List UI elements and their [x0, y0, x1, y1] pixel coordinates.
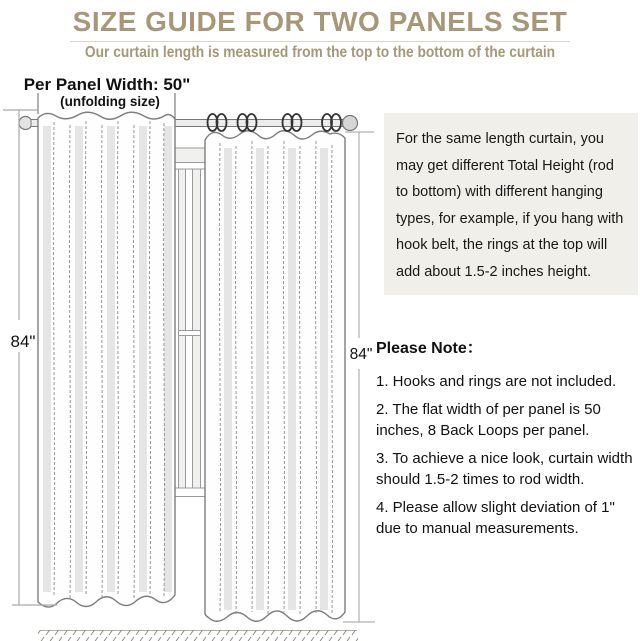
please-note-section [376, 338, 638, 539]
floor-hatching [38, 630, 358, 641]
note-item: 2. The flat width of per panel is 50 inches, 8 Back Loops per panel. [376, 401, 601, 439]
info-box: For the same length curtain, you may get different Total Height (rod to bottom) with different hanging types, for example, if you hang with hook belt, the rings at the top will add about 1.5-2 inches height. [384, 113, 638, 295]
height-label-right: 84" [349, 346, 373, 363]
page-title: SIZE GUIDE FOR TWO PANELS SET [72, 6, 568, 37]
rod-finial-right [343, 116, 358, 131]
rod-finial-left [19, 117, 32, 130]
title-divider [70, 41, 570, 42]
curtain-panel-left [38, 112, 175, 607]
note-item: 3. To achieve a nice look, curtain width should 1.5-2 times to rod width. [376, 450, 633, 488]
height-measurement-right [343, 132, 375, 622]
right-column [376, 113, 638, 539]
curtain-panel-right [205, 131, 345, 622]
note-item: 1. Hooks and rings are not included. [376, 373, 617, 390]
note-item: 4. Please allow slight deviation of 1" due to manual measurements. [376, 499, 615, 537]
curtain-diagram [0, 66, 385, 641]
width-sublabel: (unfolding size) [60, 94, 160, 109]
height-label-left: 84" [10, 332, 36, 351]
window [173, 148, 208, 497]
page-subtitle: Our curtain length is measured from the top to the bottom of the curtain [84, 44, 556, 61]
width-label: Per Panel Width: 50" [23, 75, 191, 94]
header [0, 0, 640, 62]
please-note-heading: Please Note： [376, 340, 483, 357]
